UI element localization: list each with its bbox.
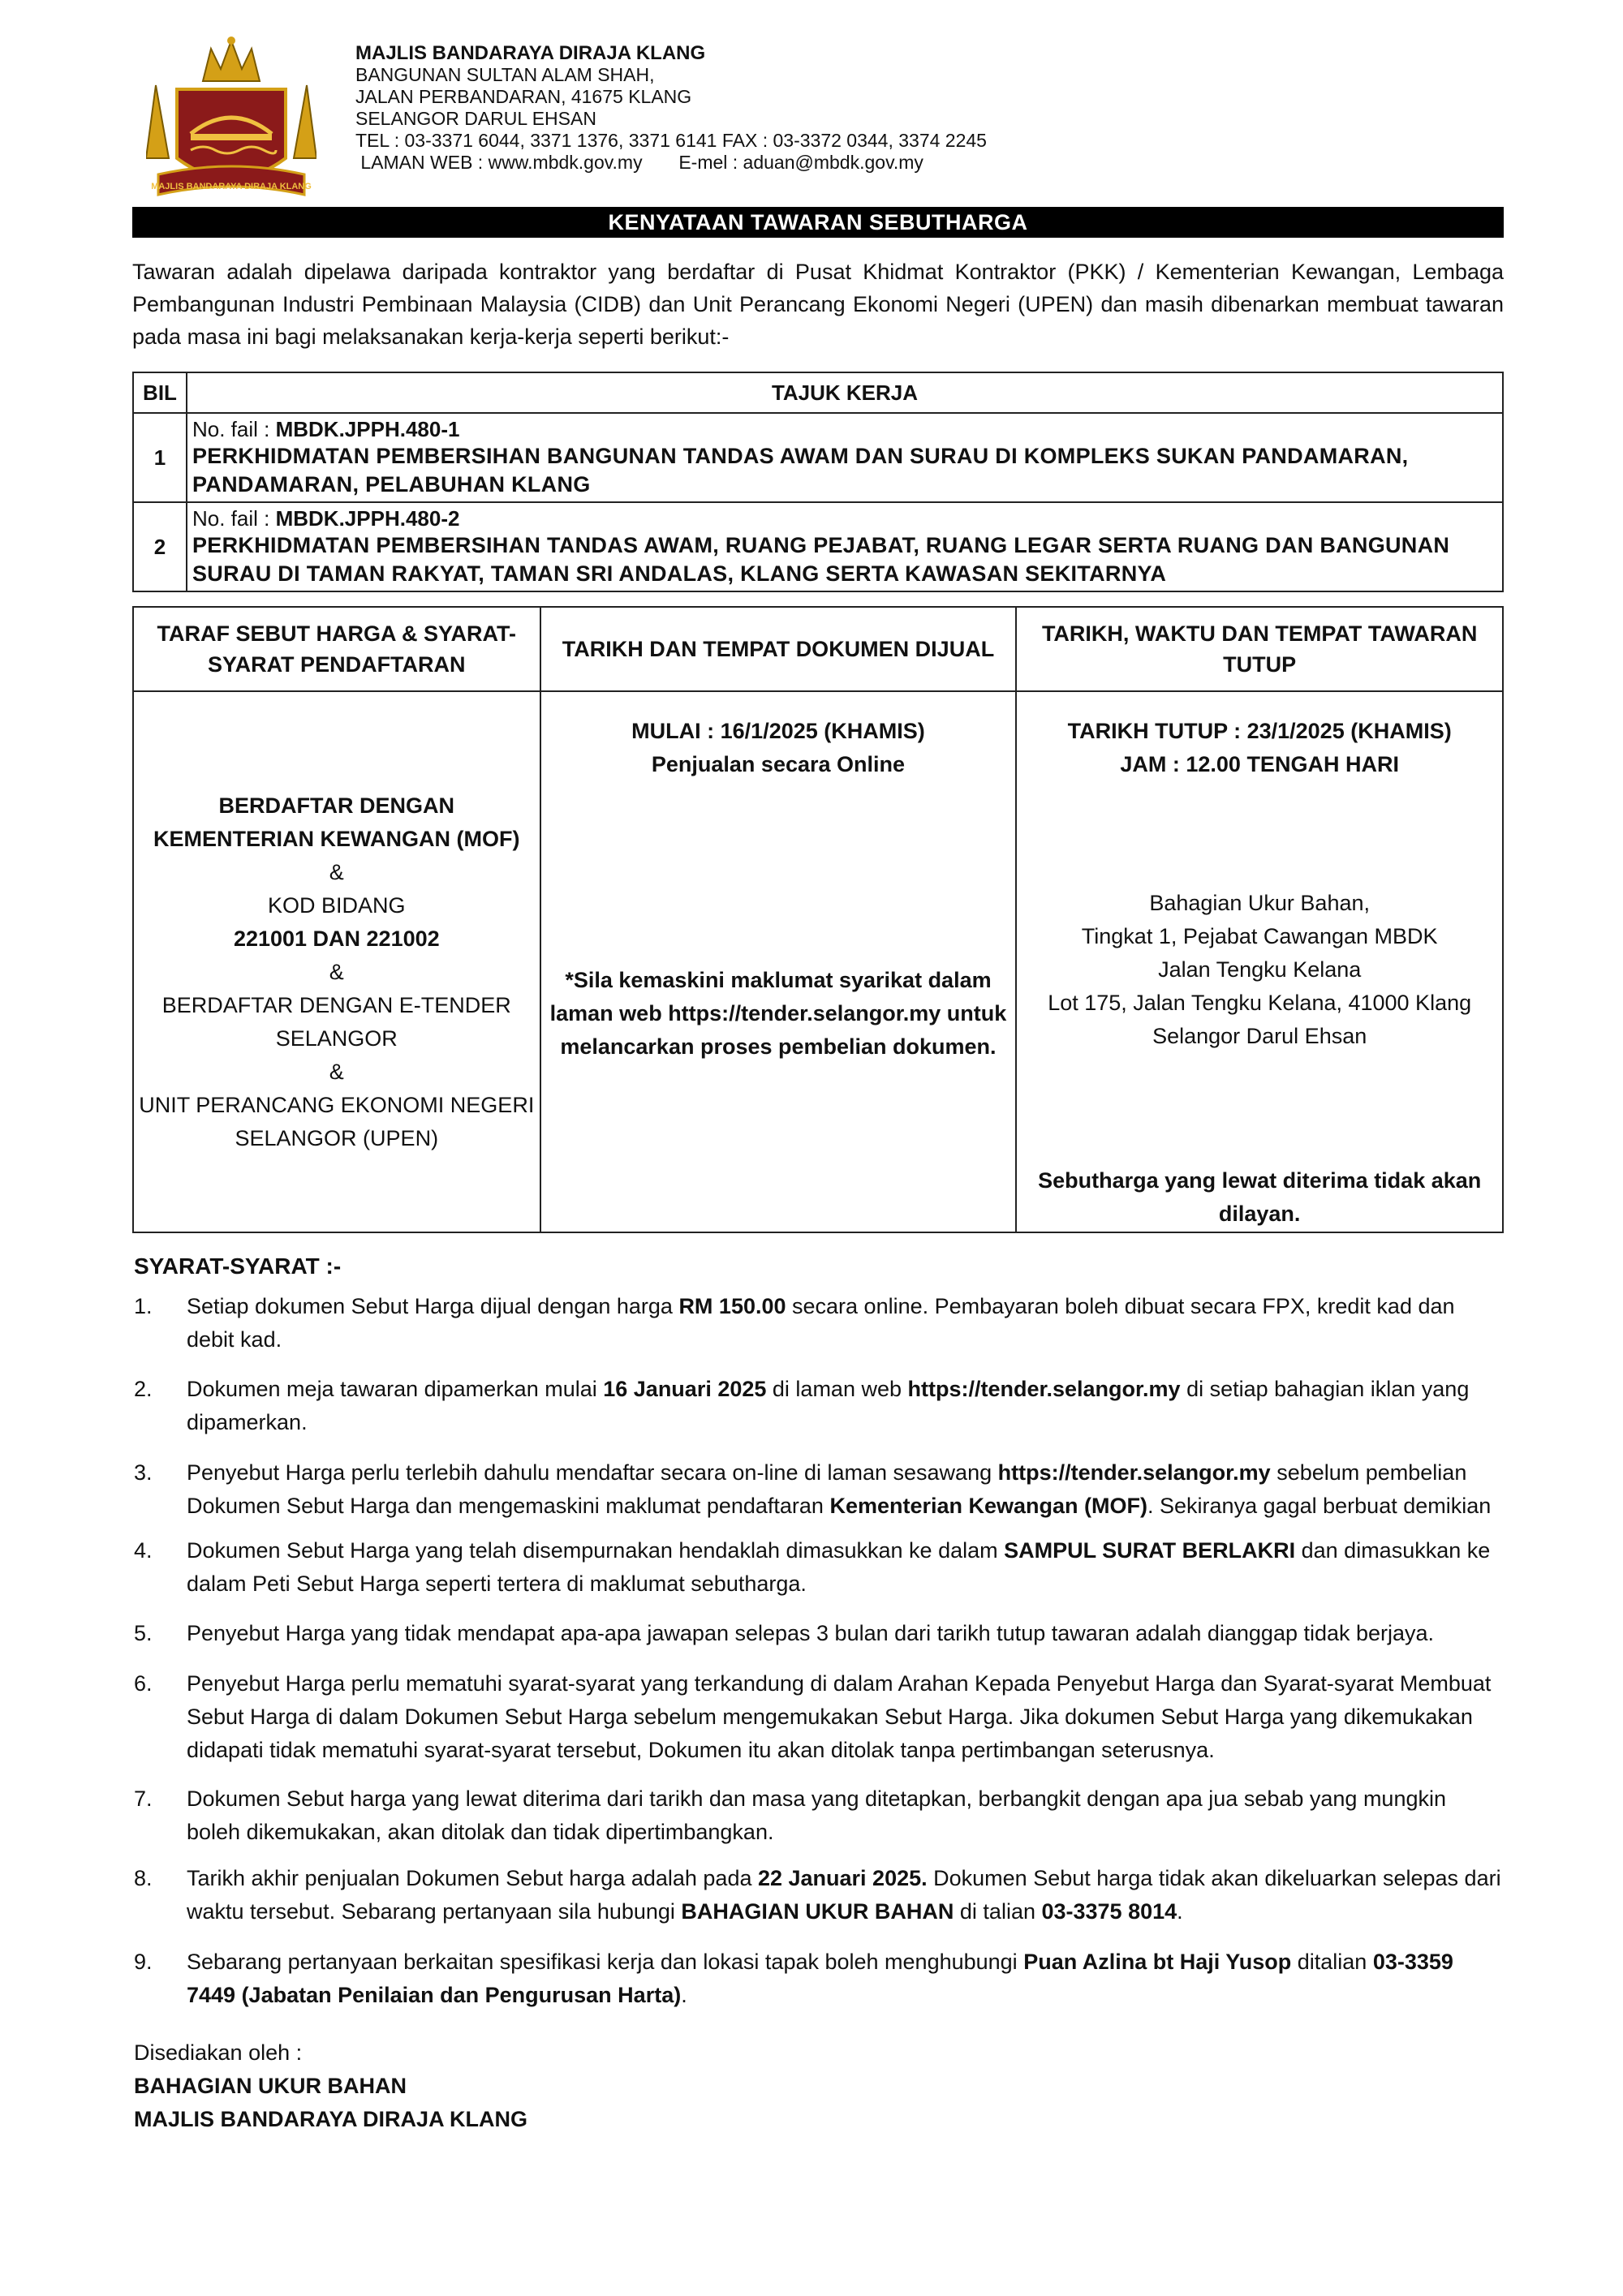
item-bold: 22 Januari 2025.	[757, 1866, 928, 1890]
item-bold: https://tender.selangor.my	[907, 1377, 1181, 1401]
address-line: Selangor Darul Ehsan	[1152, 1024, 1367, 1048]
item-bold: 03-3375 8014	[1041, 1899, 1177, 1924]
item-text: secara online. Pembayaran boleh dibuat secara FPX, kredit kad dan debit kad.	[187, 1294, 1455, 1352]
note-line: *Sila kemaskini maklumat syarikat dalam	[565, 968, 992, 992]
item-bold: Puan Azlina bt Haji Yusop	[1023, 1950, 1292, 1974]
list-item	[134, 1290, 1505, 1373]
file-number	[192, 417, 1497, 442]
col-tajuk-header: TAJUK KERJA	[187, 372, 1503, 413]
table-row	[133, 502, 1503, 591]
item-bold: RM 150.00	[678, 1294, 786, 1318]
closing-address	[1017, 887, 1502, 1053]
req-line: SELANGOR (UPEN)	[235, 1126, 439, 1150]
intro-paragraph: Tawaran adalah dipelawa daripada kontraktor yang berdaftar di Pusat Khidmat Kontraktor (PKK) / Kementerian Kewangan, Lembaga Pembangunan Industri Pembinaan Malaysia (CIDB) dan Unit Perancang Ekonomi Negeri (UPEN) dan masih dibenarkan membuat tawaran pada masa ini bagi melaksanakan kerja-kerja seperti berikut:-	[132, 260, 1504, 349]
item-number: 3.	[134, 1460, 153, 1485]
item-text: . Sekiranya gagal berbuat demikian	[1147, 1494, 1492, 1518]
crest-ribbon-text: MAJLIS BANDARAYA DIRAJA KLANG	[151, 182, 312, 191]
header-registration: TARAF SEBUT HARGA & SYARAT-SYARAT PENDAFTARAN	[133, 607, 540, 691]
address-line: Lot 175, Jalan Tengku Kelana, 41000 Klang	[1048, 991, 1472, 1015]
row-work	[187, 502, 1503, 591]
item-text: Dokumen Sebut Harga yang telah disempurnakan hendaklah dimasukkan ke dalam	[187, 1538, 1005, 1563]
list-item	[134, 1373, 1505, 1456]
item-number: 9.	[134, 1950, 153, 1974]
conditions-heading: SYARAT-SYARAT :-	[134, 1253, 342, 1279]
conditions-list	[134, 1290, 1505, 2012]
cell-closing	[1016, 691, 1503, 1232]
item-text: dan dimasukkan ke dalam Peti Sebut Harga seperti tertera di maklumat sebutharga.	[187, 1538, 1491, 1596]
item-text: sebelum pembelian Dokumen Sebut Harga dan mengemaskini maklumat pendaftaran	[187, 1460, 1467, 1518]
file-label: No. fail :	[192, 416, 276, 441]
contact-web-email: LAMAN WEB : www.mbdk.gov.my E-mel : aduan@mbdk.gov.my	[355, 152, 923, 173]
item-text: Dokumen meja tawaran dipamerkan mulai	[187, 1377, 604, 1401]
list-item	[134, 1862, 1505, 1946]
item-number: 1.	[134, 1294, 153, 1318]
item-text: Setiap dokumen Sebut Harga dijual dengan harga	[187, 1294, 679, 1318]
list-item	[134, 1617, 1505, 1667]
contact-phone-fax: TEL : 03-3371 6044, 3371 1376, 3371 6141 FAX : 03-3372 0344, 3374 2245	[355, 130, 987, 151]
note-line: laman web https://tender.selangor.my untuk	[549, 1001, 1007, 1025]
item-number: 5.	[134, 1621, 153, 1645]
registration-requirements	[134, 789, 540, 1155]
file-value: MBDK.JPPH.480-2	[275, 505, 460, 531]
row-bil: 2	[133, 502, 187, 591]
address-line-1: BANGUNAN SULTAN ALAM SHAH,	[355, 64, 655, 85]
sale-mode: Penjualan secara Online	[651, 752, 906, 776]
note-line: melancarkan proses pembelian dokumen.	[560, 1034, 997, 1059]
item-bold: 03-3359 7449 (Jabatan Penilaian dan Pengurusan Harta)	[187, 1950, 1453, 2007]
late-line: Sebutharga yang lewat diterima tidak akan	[1038, 1168, 1482, 1193]
prepared-dept: BAHAGIAN UKUR BAHAN	[134, 2074, 407, 2098]
req-amp: &	[329, 860, 344, 884]
prepared-org: MAJLIS BANDARAYA DIRAJA KLANG	[134, 2107, 528, 2131]
address-line: Bahagian Ukur Bahan,	[1149, 891, 1370, 915]
item-number: 2.	[134, 1377, 153, 1401]
item-number: 4.	[134, 1538, 153, 1563]
row-work	[187, 413, 1503, 502]
info-table	[132, 606, 1504, 1233]
work-title: PERKHIDMATAN PEMBERSIHAN TANDAS AWAM, RUANG PEJABAT, RUANG LEGAR SERTA RUANG DAN BANGUNAN SURAU DI TAMAN RAKYAT, TAMAN SRI ANDALAS, KLANG SERTA KAWASAN SEKITARNYA	[192, 532, 1450, 586]
address-line-2: JALAN PERBANDARAN, 41675 KLANG	[355, 86, 692, 107]
row-bil: 1	[133, 413, 187, 502]
list-item	[134, 1667, 1505, 1782]
list-item	[134, 1456, 1505, 1534]
works-table-header	[133, 372, 1503, 413]
header-document-sale: TARIKH DAN TEMPAT DOKUMEN DIJUAL	[540, 607, 1017, 691]
closing-time-text: JAM : 12.00 TENGAH HARI	[1120, 752, 1399, 776]
item-text: Tarikh akhir penjualan Dokumen Sebut harga adalah pada	[187, 1866, 758, 1890]
sale-start-date: MULAI : 16/1/2025 (KHAMIS)	[631, 719, 925, 743]
header-closing: TARIKH, WAKTU DAN TEMPAT TAWARAN TUTUP	[1016, 607, 1503, 691]
closing-date-text: TARIKH TUTUP : 23/1/2025 (KHAMIS)	[1067, 719, 1452, 743]
work-title: PERKHIDMATAN PEMBERSIHAN BANGUNAN TANDAS AWAM DAN SURAU DI KOMPLEKS SUKAN PANDAMARAN, PANDAMARAN, PELABUHAN KLANG	[192, 443, 1409, 497]
address-line: Jalan Tengku Kelana	[1158, 957, 1362, 982]
late-notice	[1017, 1164, 1502, 1231]
prepared-label: Disediakan oleh :	[134, 2040, 303, 2065]
list-item	[134, 1946, 1505, 2012]
req-amp: &	[329, 960, 344, 984]
col-bil-header: BIL	[133, 372, 187, 413]
item-bold: SAMPUL SURAT BERLAKRI	[1004, 1538, 1296, 1563]
table-row	[133, 413, 1503, 502]
info-table-header	[133, 607, 1503, 691]
req-line: UNIT PERANCANG EKONOMI NEGERI	[139, 1093, 535, 1117]
item-bold: BAHAGIAN UKUR BAHAN	[681, 1899, 954, 1924]
req-amp: &	[329, 1060, 344, 1084]
page-title: KENYATAAN TAWARAN SEBUTHARGA	[132, 207, 1504, 238]
item-text: Penyebut Harga perlu terlebih dahulu mendaftar secara on-line di laman sesawang	[187, 1460, 998, 1485]
org-name: MAJLIS BANDARAYA DIRAJA KLANG	[355, 42, 706, 64]
item-number: 8.	[134, 1866, 153, 1890]
req-line: 221001 DAN 221002	[233, 927, 440, 951]
cell-document-sale	[540, 691, 1017, 1232]
item-bold: 16 Januari 2025	[603, 1377, 767, 1401]
closing-date	[1017, 715, 1502, 781]
sale-start	[541, 715, 1016, 781]
item-text: ditalian	[1291, 1950, 1373, 1974]
req-line: KOD BIDANG	[268, 893, 406, 918]
address-line-3: SELANGOR DARUL EHSAN	[355, 108, 596, 129]
req-line: BERDAFTAR DENGAN E-TENDER	[161, 993, 511, 1017]
file-label: No. fail :	[192, 505, 276, 531]
file-number	[192, 506, 1497, 531]
list-item	[134, 1534, 1505, 1617]
item-bold: Kementerian Kewangan (MOF)	[829, 1494, 1148, 1518]
prepared-by	[134, 2036, 527, 2136]
item-text: Penyebut Harga yang tidak mendapat apa-apa jawapan selepas 3 bulan dari tarikh tutup tawaran adalah dianggap tidak berjaya.	[187, 1621, 1435, 1645]
late-line: dilayan.	[1218, 1202, 1301, 1226]
item-text: Penyebut Harga perlu mematuhi syarat-syarat yang terkandung di dalam Arahan Kepada Penyebut Harga dan Syarat-syarat Membuat Sebut Harga di dalam Dokumen Sebut Harga sebelum mengemukakan Sebut Harga. Jika dokumen Sebut Harga yang dikemukakan didapati tidak mematuhi syarat-syarat tersebut, Dokumen itu akan ditolak tanpa pertimbangan seterusnya.	[187, 1671, 1492, 1762]
req-line: SELANGOR	[275, 1026, 398, 1051]
address-line: Tingkat 1, Pejabat Cawangan MBDK	[1081, 924, 1438, 948]
file-value: MBDK.JPPH.480-1	[275, 416, 460, 441]
item-text: Dokumen Sebut harga yang lewat diterima dari tarikh dan masa yang ditetapkan, berbangkit dengan apa jua sebab yang mungkin boleh dikemukakan, akan ditolak dan tidak dipertimbangkan.	[187, 1786, 1446, 1844]
crest-logo	[146, 37, 316, 203]
item-text: Dokumen Sebut harga tidak akan dikeluarkan selepas dari waktu tersebut. Sebarang pertanyaan sila hubungi	[187, 1866, 1501, 1924]
item-text: di laman web	[766, 1377, 908, 1401]
item-text: di talian	[954, 1899, 1042, 1924]
item-number: 6.	[134, 1671, 153, 1696]
sale-note	[541, 964, 1016, 1064]
works-table	[132, 372, 1504, 592]
item-text: .	[681, 1983, 687, 2007]
item-text: di setiap bahagian iklan yang dipamerkan.	[187, 1377, 1470, 1434]
item-number: 7.	[134, 1786, 153, 1811]
item-text: Sebarang pertanyaan berkaitan spesifikasi kerja dan lokasi tapak boleh menghubungi	[187, 1950, 1024, 1974]
item-text: .	[1177, 1899, 1183, 1924]
cell-registration	[133, 691, 540, 1232]
req-line: BERDAFTAR DENGAN	[218, 793, 455, 818]
info-table-row	[133, 691, 1503, 1232]
item-bold: https://tender.selangor.my	[997, 1460, 1271, 1485]
req-line: KEMENTERIAN KEWANGAN (MOF)	[153, 827, 520, 851]
list-item	[134, 1782, 1505, 1862]
letterhead	[355, 42, 987, 174]
